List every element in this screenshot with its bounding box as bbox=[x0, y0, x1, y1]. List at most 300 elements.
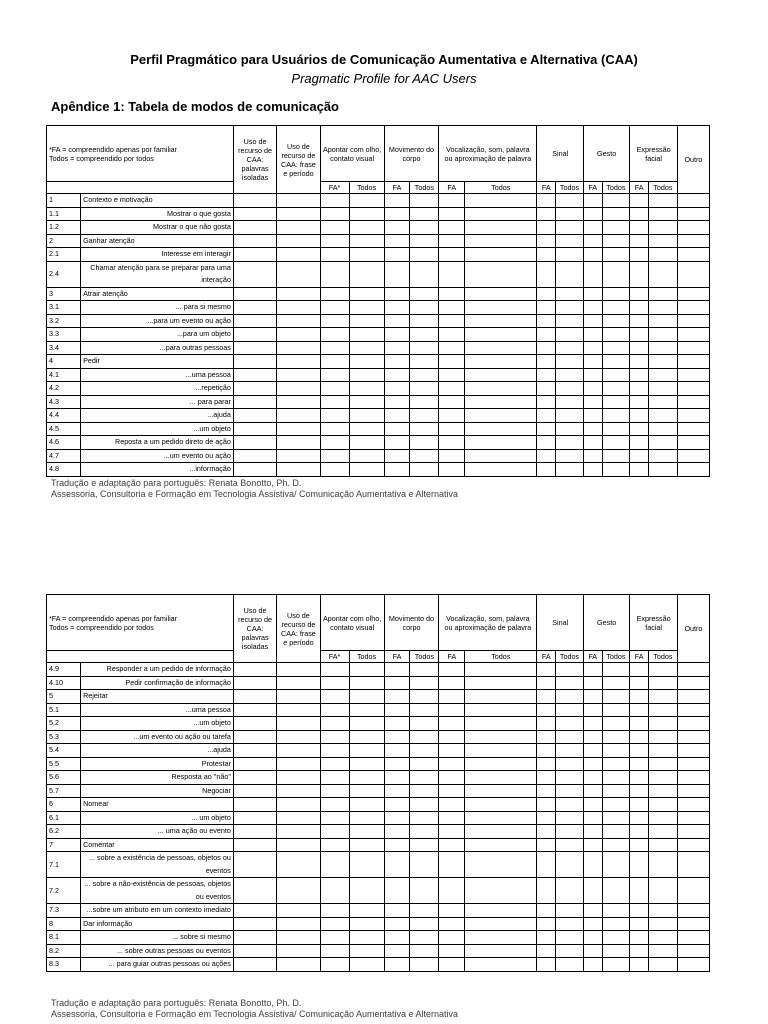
mode-cell[interactable] bbox=[556, 663, 584, 677]
mode-cell[interactable] bbox=[677, 234, 709, 248]
mode-cell[interactable] bbox=[677, 382, 709, 396]
mode-cell[interactable] bbox=[349, 234, 384, 248]
mode-cell[interactable] bbox=[537, 355, 556, 369]
mode-cell[interactable] bbox=[537, 798, 556, 812]
mode-cell[interactable] bbox=[602, 676, 630, 690]
mode-cell[interactable] bbox=[349, 314, 384, 328]
mode-cell[interactable] bbox=[439, 368, 465, 382]
mode-cell[interactable] bbox=[648, 784, 677, 798]
mode-cell[interactable] bbox=[583, 944, 602, 958]
mode-cell[interactable] bbox=[410, 852, 439, 878]
mode-cell[interactable] bbox=[384, 825, 410, 839]
mode-cell[interactable] bbox=[384, 878, 410, 904]
mode-cell[interactable] bbox=[556, 463, 584, 477]
mode-cell[interactable] bbox=[537, 958, 556, 972]
mode-cell[interactable] bbox=[602, 422, 630, 436]
mode-cell[interactable] bbox=[320, 798, 349, 812]
mode-cell[interactable] bbox=[677, 944, 709, 958]
mode-cell[interactable] bbox=[277, 798, 320, 812]
mode-cell[interactable] bbox=[349, 449, 384, 463]
mode-cell[interactable] bbox=[648, 690, 677, 704]
mode-cell[interactable] bbox=[349, 811, 384, 825]
mode-cell[interactable] bbox=[583, 234, 602, 248]
mode-cell[interactable] bbox=[384, 917, 410, 931]
mode-cell[interactable] bbox=[277, 314, 320, 328]
mode-cell[interactable] bbox=[349, 194, 384, 208]
mode-cell[interactable] bbox=[277, 341, 320, 355]
mode-cell[interactable] bbox=[439, 328, 465, 342]
mode-cell[interactable] bbox=[277, 744, 320, 758]
mode-cell[interactable] bbox=[556, 422, 584, 436]
mode-cell[interactable] bbox=[465, 798, 537, 812]
mode-cell[interactable] bbox=[349, 958, 384, 972]
mode-cell[interactable] bbox=[410, 917, 439, 931]
mode-cell[interactable] bbox=[602, 248, 630, 262]
mode-cell[interactable] bbox=[439, 771, 465, 785]
mode-cell[interactable] bbox=[277, 757, 320, 771]
mode-cell[interactable] bbox=[233, 449, 276, 463]
mode-cell[interactable] bbox=[648, 436, 677, 450]
mode-cell[interactable] bbox=[677, 207, 709, 221]
mode-cell[interactable] bbox=[439, 958, 465, 972]
mode-cell[interactable] bbox=[602, 784, 630, 798]
mode-cell[interactable] bbox=[556, 917, 584, 931]
mode-cell[interactable] bbox=[320, 904, 349, 918]
mode-cell[interactable] bbox=[439, 436, 465, 450]
mode-cell[interactable] bbox=[602, 395, 630, 409]
mode-cell[interactable] bbox=[410, 717, 439, 731]
mode-cell[interactable] bbox=[410, 690, 439, 704]
mode-cell[interactable] bbox=[630, 449, 649, 463]
mode-cell[interactable] bbox=[439, 261, 465, 287]
mode-cell[interactable] bbox=[439, 838, 465, 852]
mode-cell[interactable] bbox=[320, 838, 349, 852]
mode-cell[interactable] bbox=[233, 234, 276, 248]
mode-cell[interactable] bbox=[537, 248, 556, 262]
mode-cell[interactable] bbox=[465, 368, 537, 382]
mode-cell[interactable] bbox=[349, 784, 384, 798]
mode-cell[interactable] bbox=[349, 838, 384, 852]
mode-cell[interactable] bbox=[384, 261, 410, 287]
mode-cell[interactable] bbox=[384, 463, 410, 477]
mode-cell[interactable] bbox=[648, 248, 677, 262]
mode-cell[interactable] bbox=[320, 368, 349, 382]
mode-cell[interactable] bbox=[537, 771, 556, 785]
mode-cell[interactable] bbox=[583, 436, 602, 450]
mode-cell[interactable] bbox=[320, 221, 349, 235]
mode-cell[interactable] bbox=[537, 207, 556, 221]
mode-cell[interactable] bbox=[465, 207, 537, 221]
mode-cell[interactable] bbox=[583, 676, 602, 690]
mode-cell[interactable] bbox=[439, 341, 465, 355]
mode-cell[interactable] bbox=[439, 449, 465, 463]
mode-cell[interactable] bbox=[277, 409, 320, 423]
mode-cell[interactable] bbox=[630, 395, 649, 409]
mode-cell[interactable] bbox=[583, 382, 602, 396]
mode-cell[interactable] bbox=[410, 328, 439, 342]
mode-cell[interactable] bbox=[349, 436, 384, 450]
mode-cell[interactable] bbox=[439, 463, 465, 477]
mode-cell[interactable] bbox=[465, 422, 537, 436]
mode-cell[interactable] bbox=[677, 811, 709, 825]
mode-cell[interactable] bbox=[439, 663, 465, 677]
mode-cell[interactable] bbox=[556, 771, 584, 785]
mode-cell[interactable] bbox=[602, 811, 630, 825]
mode-cell[interactable] bbox=[410, 194, 439, 208]
mode-cell[interactable] bbox=[233, 784, 276, 798]
mode-cell[interactable] bbox=[537, 730, 556, 744]
mode-cell[interactable] bbox=[677, 917, 709, 931]
mode-cell[interactable] bbox=[320, 703, 349, 717]
mode-cell[interactable] bbox=[465, 730, 537, 744]
mode-cell[interactable] bbox=[439, 248, 465, 262]
mode-cell[interactable] bbox=[537, 234, 556, 248]
mode-cell[interactable] bbox=[677, 355, 709, 369]
mode-cell[interactable] bbox=[320, 301, 349, 315]
mode-cell[interactable] bbox=[537, 784, 556, 798]
mode-cell[interactable] bbox=[602, 717, 630, 731]
mode-cell[interactable] bbox=[465, 194, 537, 208]
mode-cell[interactable] bbox=[410, 744, 439, 758]
mode-cell[interactable] bbox=[320, 261, 349, 287]
mode-cell[interactable] bbox=[537, 703, 556, 717]
mode-cell[interactable] bbox=[233, 717, 276, 731]
mode-cell[interactable] bbox=[630, 958, 649, 972]
mode-cell[interactable] bbox=[537, 744, 556, 758]
mode-cell[interactable] bbox=[384, 771, 410, 785]
mode-cell[interactable] bbox=[677, 958, 709, 972]
mode-cell[interactable] bbox=[439, 744, 465, 758]
mode-cell[interactable] bbox=[439, 798, 465, 812]
mode-cell[interactable] bbox=[410, 248, 439, 262]
mode-cell[interactable] bbox=[648, 422, 677, 436]
mode-cell[interactable] bbox=[648, 449, 677, 463]
mode-cell[interactable] bbox=[410, 825, 439, 839]
mode-cell[interactable] bbox=[277, 703, 320, 717]
mode-cell[interactable] bbox=[630, 944, 649, 958]
mode-cell[interactable] bbox=[648, 234, 677, 248]
mode-cell[interactable] bbox=[233, 382, 276, 396]
mode-cell[interactable] bbox=[320, 355, 349, 369]
mode-cell[interactable] bbox=[410, 757, 439, 771]
mode-cell[interactable] bbox=[439, 287, 465, 301]
mode-cell[interactable] bbox=[277, 261, 320, 287]
mode-cell[interactable] bbox=[602, 341, 630, 355]
mode-cell[interactable] bbox=[384, 703, 410, 717]
mode-cell[interactable] bbox=[320, 248, 349, 262]
mode-cell[interactable] bbox=[630, 838, 649, 852]
mode-cell[interactable] bbox=[677, 328, 709, 342]
mode-cell[interactable] bbox=[277, 436, 320, 450]
mode-cell[interactable] bbox=[537, 690, 556, 704]
mode-cell[interactable] bbox=[465, 904, 537, 918]
mode-cell[interactable] bbox=[320, 958, 349, 972]
mode-cell[interactable] bbox=[648, 463, 677, 477]
mode-cell[interactable] bbox=[320, 784, 349, 798]
mode-cell[interactable] bbox=[537, 422, 556, 436]
mode-cell[interactable] bbox=[233, 878, 276, 904]
mode-cell[interactable] bbox=[602, 757, 630, 771]
mode-cell[interactable] bbox=[556, 690, 584, 704]
mode-cell[interactable] bbox=[602, 917, 630, 931]
mode-cell[interactable] bbox=[630, 436, 649, 450]
mode-cell[interactable] bbox=[677, 463, 709, 477]
mode-cell[interactable] bbox=[277, 944, 320, 958]
mode-cell[interactable] bbox=[677, 690, 709, 704]
mode-cell[interactable] bbox=[583, 368, 602, 382]
mode-cell[interactable] bbox=[677, 314, 709, 328]
mode-cell[interactable] bbox=[320, 409, 349, 423]
mode-cell[interactable] bbox=[583, 838, 602, 852]
mode-cell[interactable] bbox=[384, 676, 410, 690]
mode-cell[interactable] bbox=[583, 825, 602, 839]
mode-cell[interactable] bbox=[677, 248, 709, 262]
mode-cell[interactable] bbox=[465, 221, 537, 235]
mode-cell[interactable] bbox=[465, 784, 537, 798]
mode-cell[interactable] bbox=[648, 931, 677, 945]
mode-cell[interactable] bbox=[630, 757, 649, 771]
mode-cell[interactable] bbox=[602, 958, 630, 972]
mode-cell[interactable] bbox=[410, 463, 439, 477]
mode-cell[interactable] bbox=[410, 234, 439, 248]
mode-cell[interactable] bbox=[677, 287, 709, 301]
mode-cell[interactable] bbox=[277, 958, 320, 972]
mode-cell[interactable] bbox=[320, 436, 349, 450]
mode-cell[interactable] bbox=[602, 852, 630, 878]
mode-cell[interactable] bbox=[277, 663, 320, 677]
mode-cell[interactable] bbox=[410, 261, 439, 287]
mode-cell[interactable] bbox=[602, 449, 630, 463]
mode-cell[interactable] bbox=[630, 730, 649, 744]
mode-cell[interactable] bbox=[537, 301, 556, 315]
mode-cell[interactable] bbox=[233, 301, 276, 315]
mode-cell[interactable] bbox=[630, 852, 649, 878]
mode-cell[interactable] bbox=[630, 917, 649, 931]
mode-cell[interactable] bbox=[384, 436, 410, 450]
mode-cell[interactable] bbox=[277, 838, 320, 852]
mode-cell[interactable] bbox=[349, 368, 384, 382]
mode-cell[interactable] bbox=[556, 382, 584, 396]
mode-cell[interactable] bbox=[583, 703, 602, 717]
mode-cell[interactable] bbox=[602, 730, 630, 744]
mode-cell[interactable] bbox=[410, 703, 439, 717]
mode-cell[interactable] bbox=[602, 825, 630, 839]
mode-cell[interactable] bbox=[602, 771, 630, 785]
mode-cell[interactable] bbox=[583, 852, 602, 878]
mode-cell[interactable] bbox=[537, 368, 556, 382]
mode-cell[interactable] bbox=[630, 811, 649, 825]
mode-cell[interactable] bbox=[277, 811, 320, 825]
mode-cell[interactable] bbox=[349, 463, 384, 477]
mode-cell[interactable] bbox=[465, 261, 537, 287]
mode-cell[interactable] bbox=[349, 878, 384, 904]
mode-cell[interactable] bbox=[439, 690, 465, 704]
mode-cell[interactable] bbox=[648, 368, 677, 382]
mode-cell[interactable] bbox=[233, 328, 276, 342]
mode-cell[interactable] bbox=[556, 261, 584, 287]
mode-cell[interactable] bbox=[537, 382, 556, 396]
mode-cell[interactable] bbox=[384, 368, 410, 382]
mode-cell[interactable] bbox=[439, 904, 465, 918]
mode-cell[interactable] bbox=[677, 422, 709, 436]
mode-cell[interactable] bbox=[439, 207, 465, 221]
mode-cell[interactable] bbox=[320, 463, 349, 477]
mode-cell[interactable] bbox=[537, 931, 556, 945]
mode-cell[interactable] bbox=[648, 811, 677, 825]
mode-cell[interactable] bbox=[630, 878, 649, 904]
mode-cell[interactable] bbox=[349, 730, 384, 744]
mode-cell[interactable] bbox=[439, 811, 465, 825]
mode-cell[interactable] bbox=[630, 784, 649, 798]
mode-cell[interactable] bbox=[233, 676, 276, 690]
mode-cell[interactable] bbox=[583, 798, 602, 812]
mode-cell[interactable] bbox=[349, 409, 384, 423]
mode-cell[interactable] bbox=[602, 944, 630, 958]
mode-cell[interactable] bbox=[410, 663, 439, 677]
mode-cell[interactable] bbox=[439, 409, 465, 423]
mode-cell[interactable] bbox=[320, 382, 349, 396]
mode-cell[interactable] bbox=[439, 730, 465, 744]
mode-cell[interactable] bbox=[320, 730, 349, 744]
mode-cell[interactable] bbox=[349, 221, 384, 235]
mode-cell[interactable] bbox=[556, 368, 584, 382]
mode-cell[interactable] bbox=[583, 463, 602, 477]
mode-cell[interactable] bbox=[583, 301, 602, 315]
mode-cell[interactable] bbox=[537, 261, 556, 287]
mode-cell[interactable] bbox=[556, 194, 584, 208]
mode-cell[interactable] bbox=[556, 328, 584, 342]
mode-cell[interactable] bbox=[556, 931, 584, 945]
mode-cell[interactable] bbox=[630, 409, 649, 423]
mode-cell[interactable] bbox=[583, 917, 602, 931]
mode-cell[interactable] bbox=[277, 221, 320, 235]
mode-cell[interactable] bbox=[556, 341, 584, 355]
mode-cell[interactable] bbox=[465, 287, 537, 301]
mode-cell[interactable] bbox=[677, 852, 709, 878]
mode-cell[interactable] bbox=[465, 449, 537, 463]
mode-cell[interactable] bbox=[537, 287, 556, 301]
mode-cell[interactable] bbox=[349, 207, 384, 221]
mode-cell[interactable] bbox=[537, 314, 556, 328]
mode-cell[interactable] bbox=[677, 368, 709, 382]
mode-cell[interactable] bbox=[439, 784, 465, 798]
mode-cell[interactable] bbox=[233, 757, 276, 771]
mode-cell[interactable] bbox=[384, 757, 410, 771]
mode-cell[interactable] bbox=[233, 248, 276, 262]
mode-cell[interactable] bbox=[630, 422, 649, 436]
mode-cell[interactable] bbox=[630, 904, 649, 918]
mode-cell[interactable] bbox=[602, 744, 630, 758]
mode-cell[interactable] bbox=[648, 301, 677, 315]
mode-cell[interactable] bbox=[465, 717, 537, 731]
mode-cell[interactable] bbox=[277, 368, 320, 382]
mode-cell[interactable] bbox=[583, 757, 602, 771]
mode-cell[interactable] bbox=[277, 852, 320, 878]
mode-cell[interactable] bbox=[439, 917, 465, 931]
mode-cell[interactable] bbox=[630, 261, 649, 287]
mode-cell[interactable] bbox=[233, 730, 276, 744]
mode-cell[interactable] bbox=[410, 382, 439, 396]
mode-cell[interactable] bbox=[677, 798, 709, 812]
mode-cell[interactable] bbox=[537, 221, 556, 235]
mode-cell[interactable] bbox=[384, 409, 410, 423]
mode-cell[interactable] bbox=[583, 904, 602, 918]
mode-cell[interactable] bbox=[648, 207, 677, 221]
mode-cell[interactable] bbox=[410, 221, 439, 235]
mode-cell[interactable] bbox=[602, 355, 630, 369]
mode-cell[interactable] bbox=[556, 958, 584, 972]
mode-cell[interactable] bbox=[677, 717, 709, 731]
mode-cell[interactable] bbox=[630, 663, 649, 677]
mode-cell[interactable] bbox=[233, 355, 276, 369]
mode-cell[interactable] bbox=[602, 798, 630, 812]
mode-cell[interactable] bbox=[320, 663, 349, 677]
mode-cell[interactable] bbox=[233, 194, 276, 208]
mode-cell[interactable] bbox=[320, 449, 349, 463]
mode-cell[interactable] bbox=[583, 744, 602, 758]
mode-cell[interactable] bbox=[277, 676, 320, 690]
mode-cell[interactable] bbox=[556, 287, 584, 301]
mode-cell[interactable] bbox=[677, 221, 709, 235]
mode-cell[interactable] bbox=[648, 838, 677, 852]
mode-cell[interactable] bbox=[465, 341, 537, 355]
mode-cell[interactable] bbox=[439, 825, 465, 839]
mode-cell[interactable] bbox=[602, 703, 630, 717]
mode-cell[interactable] bbox=[537, 944, 556, 958]
mode-cell[interactable] bbox=[465, 757, 537, 771]
mode-cell[interactable] bbox=[556, 207, 584, 221]
mode-cell[interactable] bbox=[648, 878, 677, 904]
mode-cell[interactable] bbox=[439, 301, 465, 315]
mode-cell[interactable] bbox=[384, 314, 410, 328]
mode-cell[interactable] bbox=[583, 328, 602, 342]
mode-cell[interactable] bbox=[384, 944, 410, 958]
mode-cell[interactable] bbox=[277, 194, 320, 208]
mode-cell[interactable] bbox=[465, 436, 537, 450]
mode-cell[interactable] bbox=[602, 301, 630, 315]
mode-cell[interactable] bbox=[384, 730, 410, 744]
mode-cell[interactable] bbox=[556, 878, 584, 904]
mode-cell[interactable] bbox=[465, 676, 537, 690]
mode-cell[interactable] bbox=[648, 261, 677, 287]
mode-cell[interactable] bbox=[648, 917, 677, 931]
mode-cell[interactable] bbox=[439, 717, 465, 731]
mode-cell[interactable] bbox=[602, 221, 630, 235]
mode-cell[interactable] bbox=[630, 798, 649, 812]
mode-cell[interactable] bbox=[630, 314, 649, 328]
mode-cell[interactable] bbox=[602, 234, 630, 248]
mode-cell[interactable] bbox=[384, 341, 410, 355]
mode-cell[interactable] bbox=[349, 382, 384, 396]
mode-cell[interactable] bbox=[465, 771, 537, 785]
mode-cell[interactable] bbox=[410, 904, 439, 918]
mode-cell[interactable] bbox=[648, 341, 677, 355]
mode-cell[interactable] bbox=[556, 904, 584, 918]
mode-cell[interactable] bbox=[410, 944, 439, 958]
mode-cell[interactable] bbox=[602, 382, 630, 396]
mode-cell[interactable] bbox=[439, 221, 465, 235]
mode-cell[interactable] bbox=[648, 395, 677, 409]
mode-cell[interactable] bbox=[410, 676, 439, 690]
mode-cell[interactable] bbox=[648, 382, 677, 396]
mode-cell[interactable] bbox=[277, 717, 320, 731]
mode-cell[interactable] bbox=[233, 904, 276, 918]
mode-cell[interactable] bbox=[602, 207, 630, 221]
mode-cell[interactable] bbox=[439, 944, 465, 958]
mode-cell[interactable] bbox=[630, 287, 649, 301]
mode-cell[interactable] bbox=[677, 784, 709, 798]
mode-cell[interactable] bbox=[602, 931, 630, 945]
